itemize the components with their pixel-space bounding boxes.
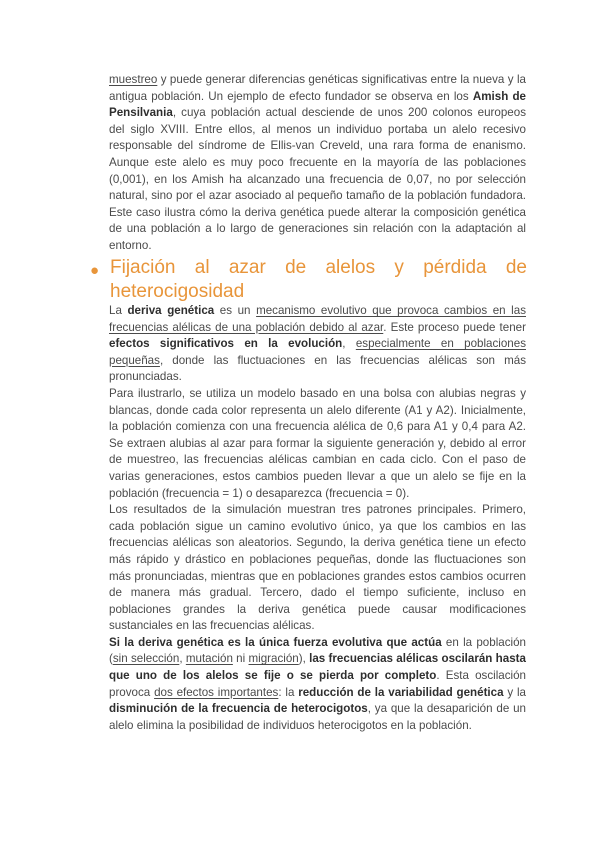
section-heading — [90, 256, 527, 303]
bold-term: las frecuencias alélicas oscilarán hasta que uno de los alelos se fije o se pierda por completo — [109, 652, 526, 683]
intro-paragraph — [109, 72, 526, 255]
underlined-term: dos efectos importantes — [154, 685, 279, 699]
text-span: La — [109, 304, 128, 317]
section-heading-text: Fijación al azar de alelos y pérdida de heterocigosidad — [110, 257, 527, 302]
underlined-term: mutación — [185, 652, 233, 666]
text-span: , — [179, 652, 186, 666]
underlined-term: mecanismo evolutivo que provoca cambios en las frecuencias alélicas de una población debido al azar — [109, 304, 526, 334]
bold-term: efectos significativos en la evolución — [109, 337, 343, 351]
bold-term: reducción de la variabilidad genética — [298, 685, 504, 699]
text-span: es un — [214, 304, 257, 317]
underlined-term: sin selección — [112, 652, 180, 666]
text-span: ni — [232, 652, 249, 666]
text-span: , ya que la desaparición de un alelo elimina la posibilidad de individuos heterocigotos en la población. — [109, 702, 526, 732]
paragraph-1 — [109, 303, 526, 386]
text-span: . Esta oscilación provoca — [109, 669, 526, 699]
text-span: : la — [278, 685, 299, 699]
bold-term: disminución de la frecuencia de heterocigotos — [109, 702, 368, 716]
underlined-term: especialmente en poblaciones pequeñas — [109, 337, 526, 367]
bullet-icon: ● — [90, 262, 100, 279]
bold-term: Si la deriva genética es la única fuerza evolutiva que actúa — [109, 635, 442, 649]
bold-term: deriva genética — [127, 304, 215, 317]
underlined-term: muestreo — [109, 73, 158, 86]
text-span: , cuya población actual desciende de unos 200 colonos europeos del siglo XVIII. Entre ellos, al menos un individuo portaba un alelo recesivo responsable del síndrome de Ellis-van Creveld, una rara forma de enanismo. Aunque este alelo es muy poco frecuente en la mayoría de las poblaciones (0,001), en los Amish ha alcanzado una frecuencia de 0,07, no por selección natural, sino por el azar asociado al pequeño tamaño de la población fundadora. Este caso ilustra cómo la deriva genética puede alterar la composición genética de una población a lo largo de generaciones sin relación con la adaptación al entorno. — [109, 106, 526, 252]
paragraph-4 — [109, 635, 526, 735]
text-span: . Este proceso puede tener — [383, 320, 526, 334]
paragraph-2: Para ilustrarlo, se utiliza un modelo basado en una bolsa con alubias negras y blancas, donde cada color representa un alelo diferente (A1 y A2). Inicialmente, la población comienza con una frecuencia alélica de 0,6 para A1 y 0,4 para A2. Se extraen alubias al azar para formar la siguiente generación y, debido al error de muestreo, las frecuencias alélicas cambian en cada ciclo. Con el paso de varias generaciones, estos cambios pueden llevar a que un alelo se fije en la población (frecuencia = 1) o desaparezca (frecuencia = 0). — [109, 386, 526, 500]
text-span: , donde las fluctuaciones en las frecuencias alélicas son más pronunciadas. — [109, 353, 526, 384]
section-body — [109, 303, 526, 734]
underlined-term: migración — [248, 652, 299, 666]
text-span: ), — [298, 652, 310, 666]
text-span: en la población ( — [109, 635, 526, 666]
text-span: y la — [503, 685, 526, 699]
bold-term: Amish de Pensilvania — [109, 89, 526, 120]
text-span: y puede generar diferencias genéticas significativas entre la nueva y la antigua población. Un ejemplo de efecto fundador se observa en los — [109, 73, 526, 103]
text-span: , — [342, 337, 356, 351]
paragraph-3: Los resultados de la simulación muestran tres patrones principales. Primero, cada población sigue un camino evolutivo único, ya que los cambios en las frecuencias alélicas son aleatorios. Segundo, la deriva genética tiene un efecto más rápido y drástico en poblaciones pequeñas, donde las fluctuaciones son más pronunciadas, mientras que en poblaciones grandes estos cambios ocurren de manera más gradual. Tercero, dado el tiempo suficiente, incluso en poblaciones grandes la deriva genética puede causar modificaciones sustanciales en las frecuencias alélicas. — [109, 503, 526, 633]
